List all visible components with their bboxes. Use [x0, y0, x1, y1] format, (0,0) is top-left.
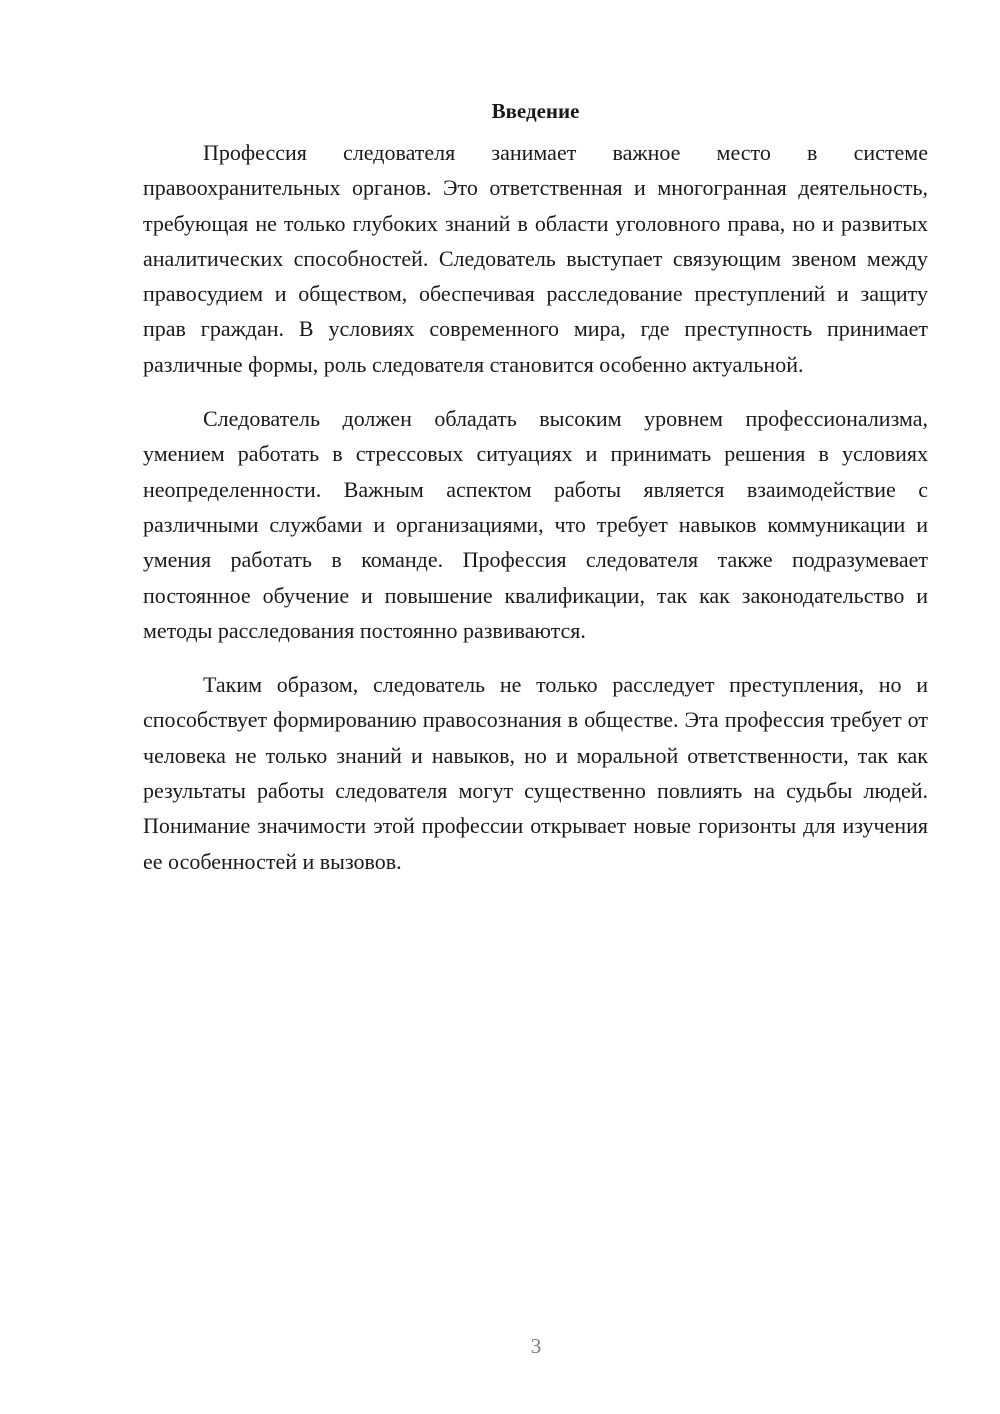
paragraph-3: Таким образом, следователь не только расследует преступления, но и способствует формированию правосознания в обществе. Эта профессия требует от человека не только знаний и навыков, но и моральной ответственности, так как результаты работы следователя могут существенно повлиять на судьбы людей. Понимание значимости этой профессии открывает новые горизонты для изучения ее особенностей и вызовов.: [143, 672, 928, 874]
page-number: 3: [530, 1334, 542, 1358]
paragraph-2: Следователь должен обладать высоким уровнем профессионализма, умением работать в стрессовых ситуациях и принимать решения в условиях неопределенности. Важным аспектом работы является взаимодействие с различными службами и организациями, что требует навыков коммуникации и умения работать в команде. Профессия следователя также подразумевает постоянное обучение и повышение квалификации, так как законодательство и методы расследования постоянно развиваются.: [143, 406, 928, 643]
section-title: Введение: [491, 99, 580, 123]
paragraph-1: Профессия следователя занимает важное место в системе правоохранительных органов. Это ответственная и многогранная деятельность, требующая не только глубоких знаний в области уголовного права, но и развитых аналитических способностей. Следователь выступает связующим звеном между правосудием и обществом, обеспечивая расследование преступлений и защиту прав граждан. В условиях современного мира, где преступность принимает различные формы, роль следователя становится особенно актуальной.: [143, 140, 928, 377]
page-content: [143, 95, 928, 879]
